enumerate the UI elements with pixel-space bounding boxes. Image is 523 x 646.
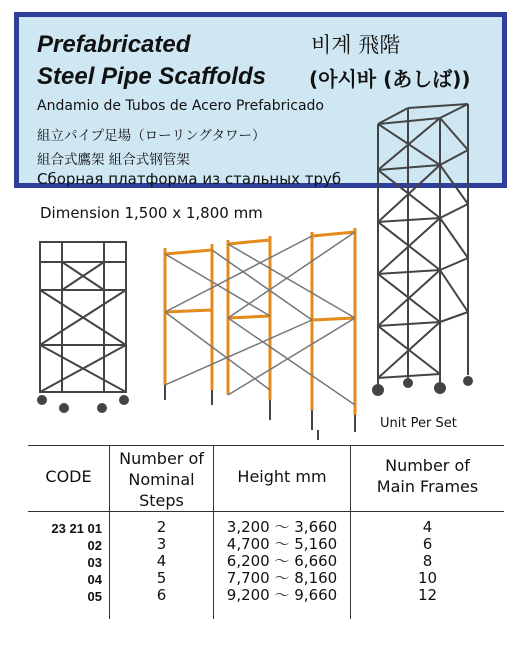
- row-height: 9,200 ～ 9,660: [226, 586, 338, 604]
- row-code: 04: [87, 572, 102, 587]
- unit-per-set-label: Unit Per Set: [380, 416, 457, 431]
- row-code: 05: [87, 589, 102, 604]
- tall-tower-image: [373, 104, 472, 395]
- row-code: 23 21 01: [51, 521, 102, 536]
- row-frames: 8: [422, 552, 433, 570]
- header-height: Height mm: [237, 467, 327, 486]
- row-steps: 3: [156, 535, 167, 553]
- dimension-label: Dimension 1,500 x 1,800 mm: [40, 204, 263, 222]
- row-code: 03: [87, 555, 102, 570]
- row-steps: 4: [156, 552, 167, 570]
- header-frames: Number of Main Frames: [376, 456, 479, 496]
- row-height: 6,200 ～ 6,660: [226, 552, 338, 570]
- table-top-rule: [28, 445, 504, 446]
- row-frames: 10: [417, 569, 438, 587]
- title-spanish: Andamio de Tubos de Acero Prefabricado: [37, 98, 324, 114]
- title-korean: 비계 飛階: [311, 33, 401, 57]
- row-frames: 12: [417, 586, 438, 604]
- row-height: 4,700 ～ 5,160: [226, 535, 338, 553]
- title-russian: Сборная платформа из стальных труб: [37, 170, 342, 188]
- row-frames: 4: [422, 518, 433, 536]
- title-chinese: 組合式鷹架 組合式钢管架: [37, 152, 190, 168]
- header-steps: Number of Nominal Steps: [119, 449, 204, 510]
- title-korean-japanese: (아시바 (あしば)): [309, 67, 471, 91]
- frame-scaffold-image: [165, 228, 355, 440]
- row-steps: 5: [156, 569, 167, 587]
- spec-table: [28, 445, 508, 620]
- rolling-tower-image: [38, 242, 128, 412]
- row-steps: 2: [156, 518, 167, 536]
- row-code: 02: [87, 538, 102, 553]
- title-line-1: Prefabricated: [37, 31, 191, 58]
- row-height: 7,700 ～ 8,160: [226, 569, 338, 587]
- row-frames: 6: [422, 535, 433, 553]
- header-code: CODE: [45, 467, 92, 486]
- title-japanese: 組立パイプ足場（ローリングタワー）: [37, 128, 266, 144]
- table-header-rule: [28, 511, 504, 512]
- row-steps: 6: [156, 586, 167, 604]
- title-line-2: Steel Pipe Scaffolds: [37, 63, 266, 90]
- row-height: 3,200 ～ 3,660: [226, 518, 338, 536]
